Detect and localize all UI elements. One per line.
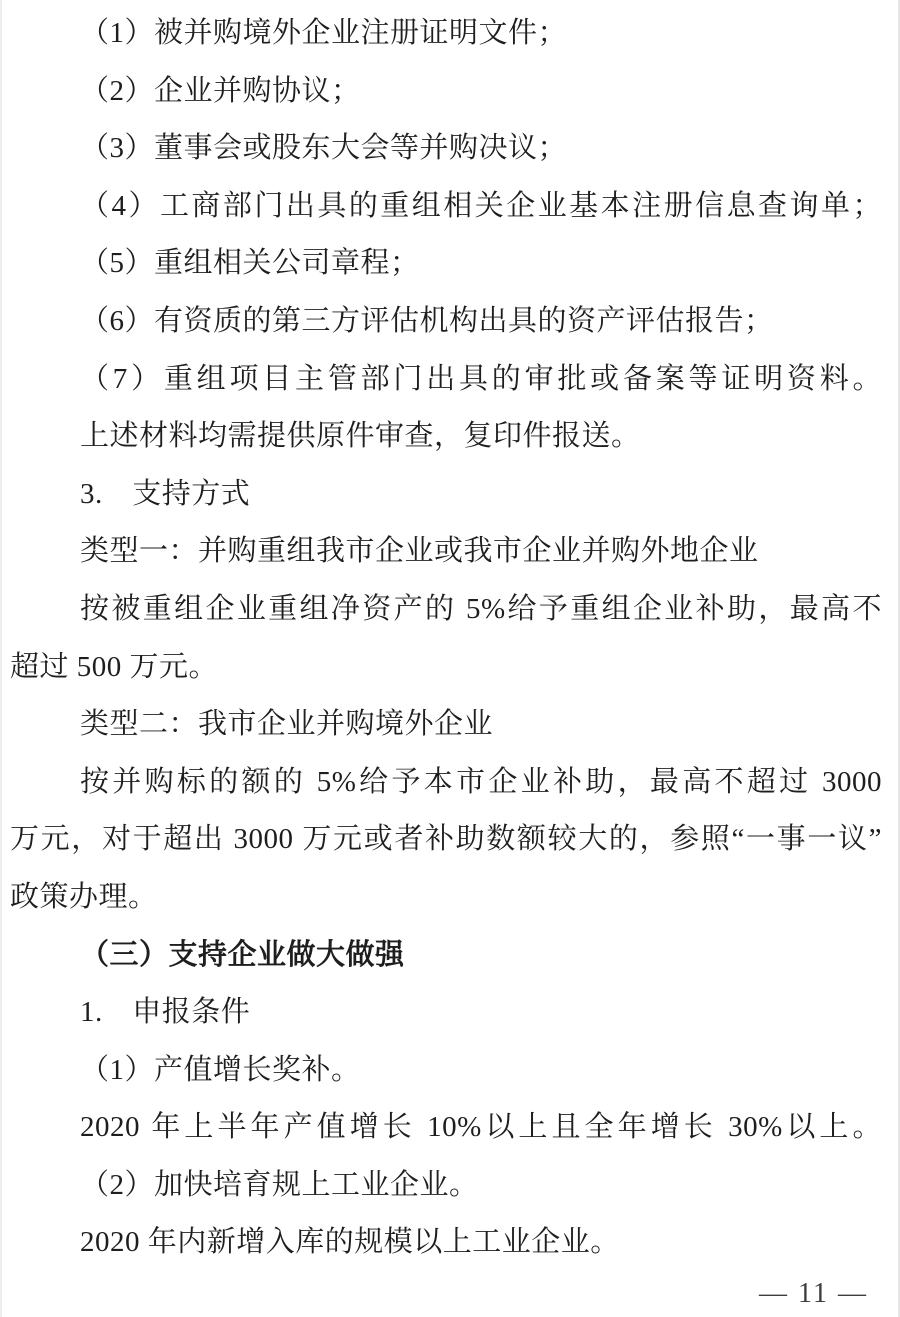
condition-detail-2: 2020 年内新增入库的规模以上工业企业。 [80, 1226, 620, 1259]
type-one-title: 类型一：并购重组我市企业或我市企业并购外地企业 [80, 535, 759, 568]
type-two-detail-line-1: 按并购标的额的 5%给予本市企业补助，最高不超过 3000 [80, 765, 882, 798]
page-number: — 11 — [759, 1278, 868, 1310]
condition-detail-1: 2020 年上半年产值增长 10%以上且全年增长 30%以上。 [80, 1111, 882, 1144]
application-conditions-heading: 1. 申报条件 [80, 996, 251, 1029]
material-item-4: （4）工商部门出具的重组相关企业基本注册信息查询单； [80, 189, 882, 222]
material-item-5: （5）重组相关公司章程； [80, 247, 420, 280]
section-three-heading: （三）支持企业做大做强 [80, 938, 405, 971]
material-item-1: （1）被并购境外企业注册证明文件； [80, 17, 568, 49]
type-two-detail-line-3: 政策办理。 [10, 880, 158, 913]
materials-note: 上述材料均需提供原件审查，复印件报送。 [80, 420, 641, 453]
type-two-detail-line-2: 万元，对于超出 3000 万元或者补助数额较大的，参照“一事一议” [10, 823, 882, 856]
type-one-detail-line-2: 超过 500 万元。 [10, 650, 219, 683]
type-two-title: 类型二：我市企业并购境外企业 [80, 708, 494, 741]
type-one-detail-line-1: 按被重组企业重组净资产的 5%给予重组企业补助，最高不 [80, 592, 882, 625]
material-item-3: （3）董事会或股东大会等并购决议； [80, 132, 568, 165]
support-method-heading: 3. 支持方式 [80, 477, 251, 510]
material-item-7: （7）重组项目主管部门出具的审批或备案等证明资料。 [80, 362, 882, 395]
material-item-2: （2）企业并购协议； [80, 74, 361, 107]
condition-item-1: （1）产值增长奖补。 [80, 1053, 361, 1086]
material-item-6: （6）有资质的第三方评估机构出具的资产评估报告； [80, 304, 774, 337]
condition-item-2: （2）加快培育规上工业企业。 [80, 1168, 479, 1201]
